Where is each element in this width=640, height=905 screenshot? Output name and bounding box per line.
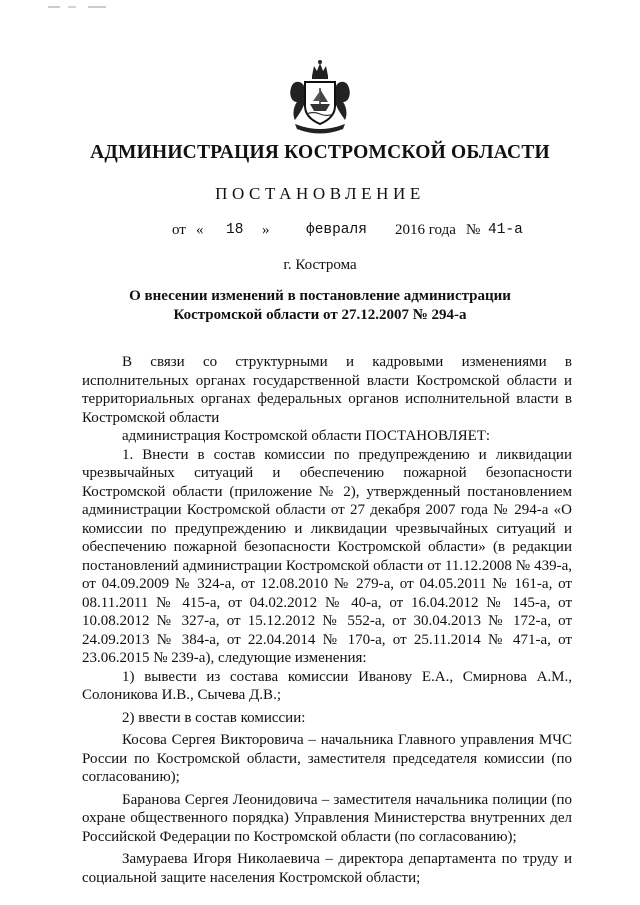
decree-dateline (0, 222, 640, 246)
document-type: ПОСТАНОВЛЕНИЕ (215, 184, 425, 203)
member-kosov-paragraph: Косова Сергея Викторовича – начальника Главного управления МЧС России по Костромской области, заместителя председателя комиссии (по согласованию); (82, 732, 572, 785)
date-year: 2016 года (395, 222, 456, 238)
decree-subject (0, 287, 640, 325)
decree-number: 41-а (488, 222, 523, 238)
subject-line-1: О внесении изменений в постановление администрации (129, 288, 511, 304)
quote-close: » (262, 222, 270, 238)
scan-artifact (48, 6, 108, 8)
number-sign: № (466, 222, 481, 238)
clause-1-paragraph: 1. Внести в состав комиссии по предупреждению и ликвидации чрезвычайных ситуаций и обеспечению пожарной безопасности Костромской области (приложение № 2), утвержденный постановлением администрации Костромской области от 27 декабря 2007 года № 294-а «О комиссии по предупреждению и ликвидации чрезвычайных ситуаций и обеспечению пожарной безопасности Костромской области» (в редакции постановлений администрации Костромской области от 11.12.2008 № 439-а, от 04.09.2009 № 324-а, от 12.08.2010 № 279-а, от 04.05.2011 № 161-а, от 08.11.2011 № 415-а, от 04.02.2012 № 40-а, от 16.04.2012 № 145-а, от 10.08.2012 № 327-а, от 15.12.2012 № 552-а, от 30.04.2013 № 172-а, от 24.09.2013 № 384-а, от 22.04.2014 № 170-а, от 25.11.2014 № 471-а, от 23.06.2015 № 239-а), следующие изменения: (82, 446, 572, 666)
organization-title: АДМИНИСТРАЦИЯ КОСТРОМСКОЙ ОБЛАСТИ (90, 142, 550, 163)
addition-paragraph: 2) ввести в состав комиссии: (122, 709, 306, 726)
resolution-paragraph: администрация Костромской области ПОСТАНОВЛЯЕТ: (122, 428, 491, 444)
removal-paragraph: 1) вывести из состава комиссии Иванову Е.А., Смирнова А.М., Солоникова И.В., Сычева Д.В.; (82, 668, 572, 703)
date-day: 18 (226, 222, 244, 238)
decree-body (82, 353, 572, 887)
member-baranov-paragraph: Баранова Сергея Леонидовича – заместителя начальника полиции (по охране общественного порядка) Управления Министерства внутренних дел Российской Федерации по Костромской области (по согласованию); (82, 791, 572, 845)
kostroma-coat-of-arms-icon (285, 58, 355, 138)
date-prefix: от (172, 222, 186, 238)
date-month: февраля (306, 222, 367, 238)
preamble-paragraph: В связи со структурными и кадровыми изменениями в исполнительных органах государственной власти Костромской области и территориальных органах федеральных органов исполнительной власти в Костромской области (82, 354, 572, 426)
city-name: г. Кострома (283, 257, 357, 273)
subject-line-2: Костромской области от 27.12.2007 № 294-а (173, 307, 467, 323)
quote-open: « (196, 222, 204, 238)
member-zamuraev-paragraph: Замураева Игоря Николаевича – директора департамента по труду и социальной защите населения Костромской области; (82, 851, 572, 886)
